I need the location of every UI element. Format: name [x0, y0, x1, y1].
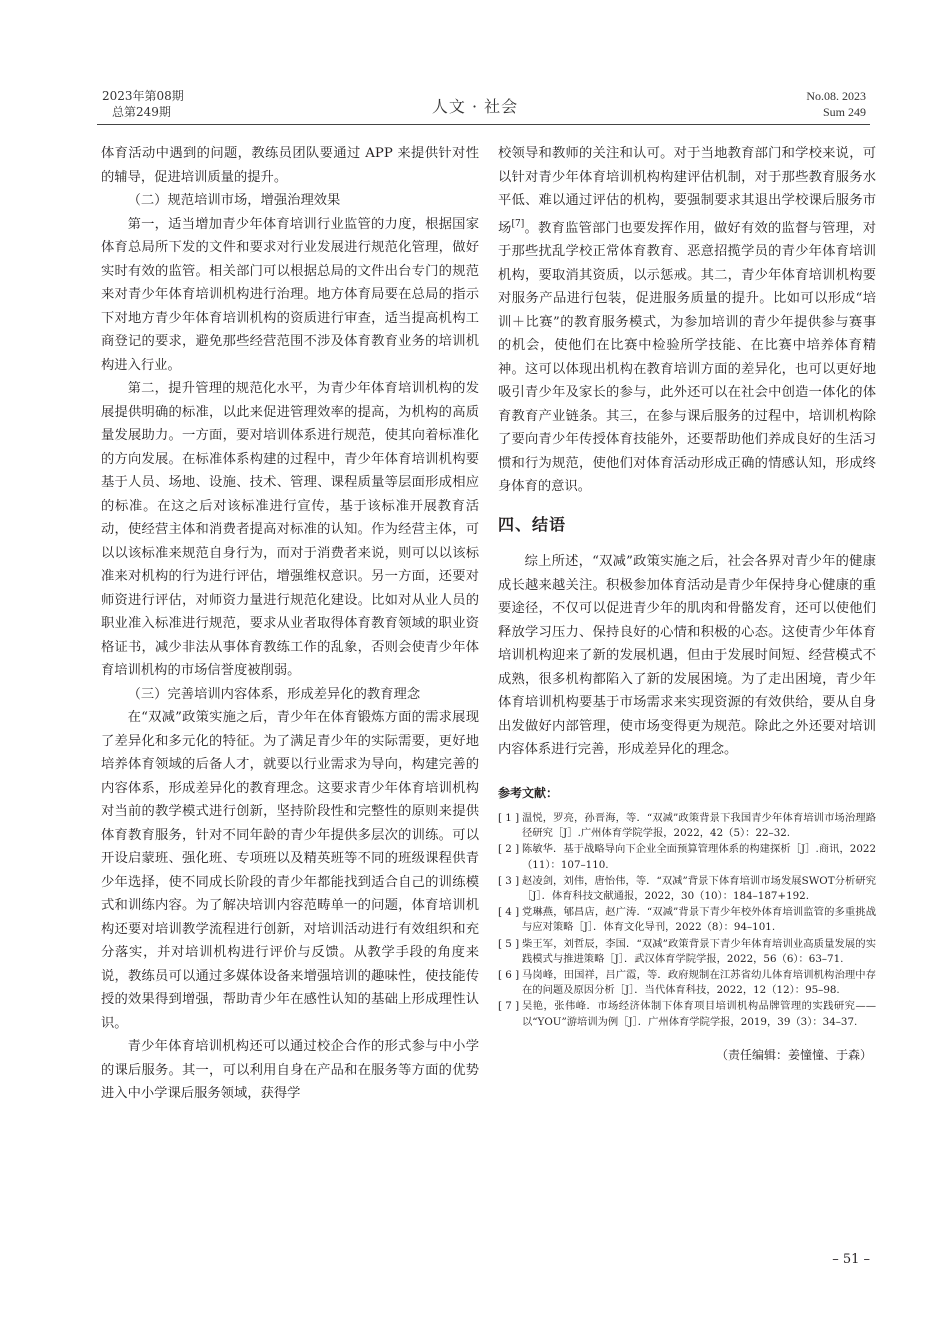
paragraph: 第二，提升管理的规范化水平，为青少年体育培训机构的发展提供明确的标准，以此来促进管理效率的提高，为机构的高质量发展助力。一方面，要对培训体系进行规范，使其向着标准化的方向发展。在标准体系构建的过程中，青少年体育培训机构要基于人员、场地、设施、技术、管理、课程质量等层面形成相应的标准。在这之后对该标准进行宣传，基于该标准开展教育活动，使经营主体和消费者提高对标准的认知。作为经营主体，可以以该标准来规范自身行为，而对于消费者来说，则可以以该标准来对机构的行为进行评估，增强维权意识。另一方面，还要对师资进行评估，对师资力量进行规范化建设。比如对从业人员的职业准入标准进行规范，要求从业者取得体育教育领域的职业资格证书，减少非法从事体育教练工作的乱象，否则会使青少年体育培训机构的市场信誉度被削弱。 [101, 381, 479, 678]
header-issue-en [806, 88, 866, 120]
reference-number: [ 6 ] [498, 969, 520, 982]
subheading-regulate-market: （二）规范培训市场，增强治理效果 [127, 193, 341, 208]
header-divider [97, 124, 870, 125]
paragraph: 在“双减”政策实施之后，青少年在体育锻炼方面的需求展现了差异化和多元化的特征。为了满足青少年的实际需要，更好地培养体育领域的后备人才，就要以行业需求为导向，构建完善的内容体系，形成差异化的教育理念。这要求青少年体育培训机构对当前的教学模式进行创新，坚持阶段性和完整性的原则来提供体育教育服务，针对不同年龄的青少年提供多层次的训练。可以开设启蒙班、强化班、专项班以及精英班等不同的班级课程供青少年选择，使不同成长阶段的青少年都能找到适合自己的训练模式和训练内容。为了解决培训内容范畴单一的问题，体育培训机构还要对培训教学流程进行创新，对培训活动进行有效组织和充分落实，并对培训机构进行评价与反馈。从教学手段的角度来说，教练员可以通过多媒体设备来增强培训的趣味性，使技能传授的效果得到增强，帮助青少年在感性认知的基础上形成理性认识。 [101, 710, 479, 1031]
paragraph [498, 142, 876, 499]
references-title: 参考文献： [498, 785, 559, 800]
reference-item [498, 937, 876, 967]
reference-number: [ 1 ] [498, 812, 520, 824]
subheading-content-system: （三）完善培训内容体系，形成差异化的教育理念 [127, 686, 421, 702]
reference-item [498, 999, 876, 1029]
reference-number: [ 4 ] [498, 906, 520, 919]
left-column [101, 142, 479, 1106]
reference-list [498, 811, 876, 1030]
reference-text: 陈敏华．基于战略导向下企业全面预算管理体系的构建探析［J］.商讯，2022（11）：107–110. [522, 843, 876, 871]
reference-text: 温悦，罗亮，孙晋海，等．“双减”政策背景下我国青少年体育培训市场治理路径研究［J］.广州体育学院学报，2022，42（5）：22–32. [522, 812, 876, 840]
paragraph: 青少年体育培训机构还可以通过校企合作的形式参与中小学的课后服务。其一，可以利用自身在产品和在服务等方面的优势进入中小学课后服务领域，获得学 [101, 1039, 479, 1101]
right-column [498, 142, 876, 1067]
responsible-editor: （责任编辑：姜憧憧、于森） [715, 1047, 872, 1062]
reference-text: 赵凌剑，刘伟，唐怡伟，等．“双减”背景下体育培训市场发展SWOT分析研究［J］．体育科技文献通报，2022，30（10）：184–187+192. [522, 874, 876, 903]
reference-number: [ 5 ] [498, 937, 520, 950]
paragraph-text: 校领导和教师的关注和认可。对于当地教育部门和学校来说，可以针对青少年体育培训机构构建评估机制，对于那些教育服务水平低、难以通过评估的机构，要强制要求其退出学校课后服务市场 [498, 146, 876, 236]
reference-text: 党琳燕，郇昌店，赵广涛．“双减”背景下青少年校外体育培训监管的多重挑战与应对策略［J］．体育文化导刊，2022（8）：94–101. [522, 906, 876, 934]
reference-text: 马岗峰，田国祥，吕广霞，等．政府规制在江苏省幼儿体育培训机构治理中存在的问题及原因分析［J］．当代体育科技，2022，12（12）：95–98. [522, 969, 876, 997]
header-journal-section: 人文 · 社会 [431, 97, 519, 116]
reference-number: [ 7 ] [498, 1000, 520, 1013]
header-issue-en-number: No.08. 2023 [806, 89, 866, 103]
reference-number: [ 2 ] [498, 843, 520, 856]
header-total-cn: 总第249期 [112, 105, 171, 119]
reference-item [498, 874, 876, 904]
paragraph-text: 。教育监管部门也要发挥作用，做好有效的监督与管理，对于那些扰乱学校正常体育教育、恶意招揽学员的青少年体育培训机构，要取消其资质，以示惩戒。其二，青少年体育培训机构要对服务产品进行包装，促进服务质量的提升。比如可以形成“培训＋比赛”的教育服务模式，为参加培训的青少年提供参与赛事的机会，使他们在比赛中检验所学技能、在比赛中培养体育精神。这可以体现出机构在教育培训方面的差异化，也可以更好地吸引青少年及家长的参与，此外还可以在社会中创造一体化的体育教育产业链条。其三，在参与课后服务的过程中，培训机构除了要向青少年传授体育技能外，还要帮助他们养成良好的生活习惯和行为规范，使他们对体育活动形成正确的情感认知，形成终身体育的意识。 [498, 220, 877, 494]
reference-text: 吴艳，张伟峰．市场经济体制下体育项目培训机构品牌管理的实践研究——以“YOU”游培训为例［J］．广州体育学院学报，2019，39（3）：34–37. [522, 1000, 876, 1028]
header-total-en: Sum 249 [822, 105, 866, 119]
reference-item [498, 968, 876, 998]
page-number: – 51 – [832, 1252, 870, 1267]
reference-number: [ 3 ] [498, 874, 520, 887]
reference-item [498, 905, 876, 935]
header-issue-cn: 2023年第08期 [102, 89, 184, 103]
reference-text: 柴王军，刘哲辰，李国．“双减”政策背景下青少年体育培训业高质量发展的实践模式与推进策略［J］．武汉体育学院学报，2022，56（6）：63–71. [522, 937, 876, 965]
reference-item [498, 842, 876, 872]
paragraph: 综上所述，“双减”政策实施之后，社会各界对青少年的健康成长越来越关注。积极参加体育活动是青少年保持身心健康的重要途径，不仅可以促进青少年的肌肉和骨骼发育，还可以使他们释放学习压力、保持良好的心情和积极的心态。这使青少年体育培训机构迎来了新的发展机遇，但由于发展时间短、经营模式不成熟，很多机构都陷入了新的发展困境。为了走出困境，青少年体育培训机构要基于市场需求来实现资源的有效供给，要从自身出发做好内部管理，使市场变得更为规范。除此之外还要对培训内容体系进行完善，形成差异化的理念。 [498, 554, 876, 757]
paragraph: 第一，适当增加青少年体育培训行业监管的力度，根据国家体育总局所下发的文件和要求对行业发展进行规范化管理，做好实时有效的监管。相关部门可以根据总局的文件出台专门的规范来对青少年体育培训机构进行治理。地方体育局要在总局的指示下对地方青少年体育培训机构的资质进行审查，适当提高机构工商登记的要求，避免那些经营范围不涉及体育教育业务的培训机构进入行业。 [101, 216, 479, 373]
paragraph: 体育活动中遇到的问题，教练员团队要通过 APP 来提供针对性的辅导，促进培训质量的提升。 [101, 146, 479, 185]
citation-marker: [7] [511, 218, 525, 229]
reference-item [498, 811, 876, 841]
section-heading-conclusion: 四、结语 [498, 514, 567, 534]
